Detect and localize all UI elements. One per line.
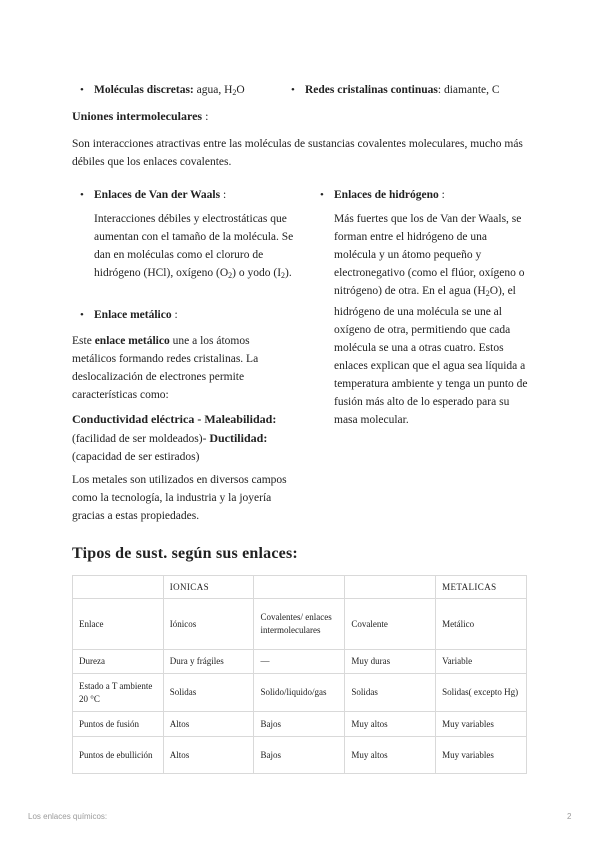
- subscript: 2: [485, 289, 490, 298]
- page-number: 2: [567, 812, 572, 821]
- metalico-propiedades: [72, 410, 297, 466]
- subscript: 2: [228, 271, 233, 280]
- metalico-p1: [72, 332, 287, 404]
- table-cell: Solidas: [345, 674, 436, 712]
- text-part: O), el hidrógeno de una molécula se une al oxígeno de otra, permitiendo que cada molécula se una a otras cuatro. Estos enlaces explican que el agua sea líquida a temperatura ambiente y tenga un punto de fusión más alto de lo esperado para su masa molecular.: [334, 285, 528, 426]
- bullet-label: Enlaces de Van der Waals: [94, 189, 221, 201]
- substances-table: [72, 575, 527, 774]
- table-cell: Covalente: [345, 599, 436, 650]
- text-part: ).: [285, 267, 292, 279]
- bullet-tail: :: [220, 189, 227, 201]
- table-cell: Muy duras: [345, 650, 436, 674]
- table-cell: Solido/liquido/gas: [254, 674, 345, 712]
- table-cell: Iónicos: [163, 599, 254, 650]
- table-cell: Muy altos: [345, 712, 436, 737]
- hidrogeno-text: [334, 210, 530, 429]
- table-cell: Bajos: [254, 712, 345, 737]
- table-cell: Covalentes/ enlaces intermoleculares: [254, 599, 345, 650]
- table-cell: Muy variables: [436, 712, 527, 737]
- table-cell: Muy altos: [345, 737, 436, 774]
- bullet-van-der-waals: [94, 187, 226, 203]
- bullet-text: : diamante, C: [437, 84, 500, 96]
- table-cell: Altos: [163, 737, 254, 774]
- bold-term: enlace metálico: [94, 335, 170, 347]
- table-cell: Solidas: [163, 674, 254, 712]
- text-part: Interacciones débiles y electrostáticas que aumentan con el tamaño de la molécula. Se dan en moléculas como el cloruro de hidrógeno (HCl), oxígeno (O: [94, 213, 294, 279]
- table-row: [73, 599, 527, 650]
- bullet-label: Enlace metálico: [94, 309, 172, 321]
- bullet-moleculas-discretas: [94, 82, 245, 101]
- table-header-row: [73, 576, 527, 599]
- heading-tail: :: [202, 109, 209, 123]
- table-cell: Puntos de ebullición: [73, 737, 164, 774]
- table-header-cell: [254, 576, 345, 599]
- table-header-cell: METALICAS: [436, 576, 527, 599]
- table-cell: Dura y frágiles: [163, 650, 254, 674]
- bullet-redes-cristalinas: [305, 82, 500, 98]
- table-cell: Enlace: [73, 599, 164, 650]
- table-cell: Muy variables: [436, 737, 527, 774]
- table-row: [73, 712, 527, 737]
- text-part: Más fuertes que los de Van der Waals, se forman entre el hidrógeno de una molécula y un átomo pequeño y electronegativo (como el flúor, oxígeno o nitrógeno) de otra. En el agua (H: [334, 213, 525, 297]
- text-part: Este: [72, 335, 95, 347]
- bullet-label: Redes cristalinas continuas: [305, 84, 438, 96]
- bullet-enlace-metalico: [94, 307, 178, 323]
- section-heading-uniones: [72, 109, 208, 124]
- bullet-label: Enlaces de hidrógeno: [334, 189, 439, 201]
- bullet-tail: :: [438, 189, 445, 201]
- subscript: 2: [232, 88, 237, 97]
- table-cell: Metálico: [436, 599, 527, 650]
- subscript: 2: [281, 271, 286, 280]
- table-row: [73, 737, 527, 774]
- table-row: [73, 674, 527, 712]
- property-conductividad: Conductividad eléctrica - Maleabilidad:: [72, 412, 277, 426]
- table-header-cell: [73, 576, 164, 599]
- table-cell: Altos: [163, 712, 254, 737]
- table-header-cell: IONICAS: [163, 576, 254, 599]
- table-cell: Dureza: [73, 650, 164, 674]
- table-header-cell: [345, 576, 436, 599]
- text-part: une a los átomos metálicos formando redes cristalinas. La deslocalización de electrones permite características como:: [72, 335, 259, 401]
- van-der-waals-text: [94, 210, 294, 285]
- text-part: ) o yodo (I: [232, 267, 282, 279]
- property-ductilidad: Ductilidad:: [209, 431, 268, 445]
- bullet-tail: :: [171, 309, 178, 321]
- table-title: Tipos de sust. según sus enlaces:: [72, 545, 298, 562]
- footer-title: Los enlaces químicos:: [28, 812, 108, 821]
- metalico-p3: Los metales son utilizados en diversos campos como la tecnología, la industria y la joyería gracias a estas propiedades.: [72, 474, 287, 522]
- bullet-text-tail: O: [236, 84, 245, 96]
- table-cell: Solidas( excepto Hg): [436, 674, 527, 712]
- table-cell: Bajos: [254, 737, 345, 774]
- table-cell: Estado a T ambiente 20 °C: [73, 674, 164, 712]
- bullet-enlaces-hidrogeno: [334, 187, 445, 203]
- table-cell: Variable: [436, 650, 527, 674]
- heading-text: Uniones intermoleculares: [72, 109, 203, 123]
- property-note: (capacidad de ser estirados): [72, 451, 200, 463]
- bullet-text: agua, H: [193, 84, 233, 96]
- table-row: [73, 650, 527, 674]
- table-cell: —: [254, 650, 345, 674]
- uniones-intro: Son interacciones atractivas entre las moléculas de sustancias covalentes moleculares, mucho más débiles que los enlaces covalentes.: [72, 138, 523, 168]
- table-cell: Puntos de fusión: [73, 712, 164, 737]
- property-note: (facilidad de ser moldeados)-: [72, 433, 210, 445]
- bullet-label: Moléculas discretas:: [94, 84, 194, 96]
